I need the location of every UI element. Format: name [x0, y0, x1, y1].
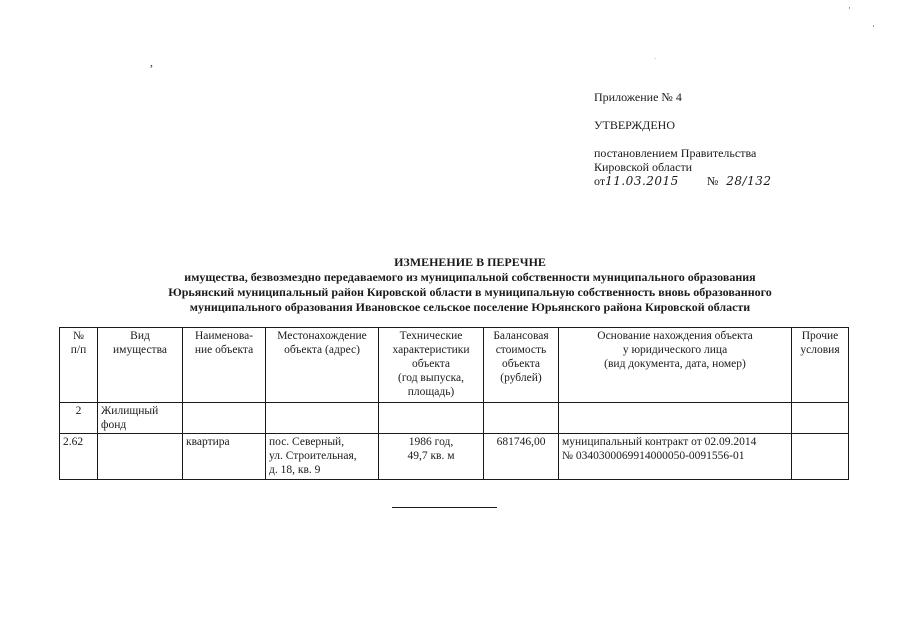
scan-speck: · — [872, 21, 875, 31]
header-value: Балансовая стоимость объекта (рублей) — [484, 328, 559, 403]
scan-speck: · — [654, 55, 657, 63]
appendix-number: Приложение № 4 — [594, 90, 682, 104]
table-header-row — [60, 328, 849, 403]
cell-value: 681746,00 — [484, 434, 559, 480]
cell-num: 2 — [60, 403, 98, 434]
header-num: № п/п — [60, 328, 98, 403]
header-type: Вид имущества — [98, 328, 183, 403]
title-line-3: Юрьянский муниципальный район Кировской области в муниципальную собственность вновь образованного — [168, 285, 772, 299]
date-prefix: от — [594, 174, 606, 188]
resolution-line-2: Кировской области — [594, 160, 693, 174]
cell-other — [792, 403, 849, 434]
title-line-4: муниципального образования Ивановское сельское поселение Юрьянского района Кировской области — [189, 300, 751, 314]
header-basis: Основание нахождения объекта у юридического лица (вид документа, дата, номер) — [559, 328, 792, 403]
end-rule — [392, 507, 497, 508]
cell-name — [183, 403, 266, 434]
resolution-line-1: постановлением Правительства — [594, 146, 757, 160]
cell-name: квартира — [183, 434, 266, 480]
cell-basis: муниципальный контракт от 02.09.2014 № 0340300069914000050-0091556-01 — [559, 434, 792, 480]
number-prefix: № — [706, 174, 719, 188]
cell-value — [484, 403, 559, 434]
header-name: Наименова- ние объекта — [183, 328, 266, 403]
cell-type: Жилищный фонд — [98, 403, 183, 434]
cell-address: пос. Северный, ул. Строительная, д. 18, кв. 9 — [266, 434, 379, 480]
table-row — [60, 403, 849, 434]
handwritten-date: 11.03.2015 — [605, 174, 679, 188]
approved-label: УТВЕРЖДЕНО — [594, 118, 676, 132]
cell-address — [266, 403, 379, 434]
cell-other — [792, 434, 849, 480]
resolution-date-number — [594, 174, 771, 188]
cell-basis — [559, 403, 792, 434]
scan-speck: , — [150, 55, 153, 69]
document-title — [90, 255, 850, 315]
title-line-1: ИЗМЕНЕНИЕ В ПЕРЕЧНЕ — [394, 255, 546, 269]
handwritten-number: 28/132 — [726, 174, 772, 188]
property-table — [59, 327, 849, 480]
cell-type — [98, 434, 183, 480]
header-tech: Технические характеристики объекта (год выпуска, площадь) — [379, 328, 484, 403]
header-other: Прочие условия — [792, 328, 849, 403]
scan-speck: · — [848, 3, 851, 13]
title-line-2: имущества, безвозмездно передаваемого из муниципальной собственности муниципального образования — [184, 270, 756, 284]
cell-tech — [379, 403, 484, 434]
cell-num: 2.62 — [60, 434, 98, 480]
header-address: Местонахождение объекта (адрес) — [266, 328, 379, 403]
cell-tech: 1986 год, 49,7 кв. м — [379, 434, 484, 480]
table-row — [60, 434, 849, 480]
